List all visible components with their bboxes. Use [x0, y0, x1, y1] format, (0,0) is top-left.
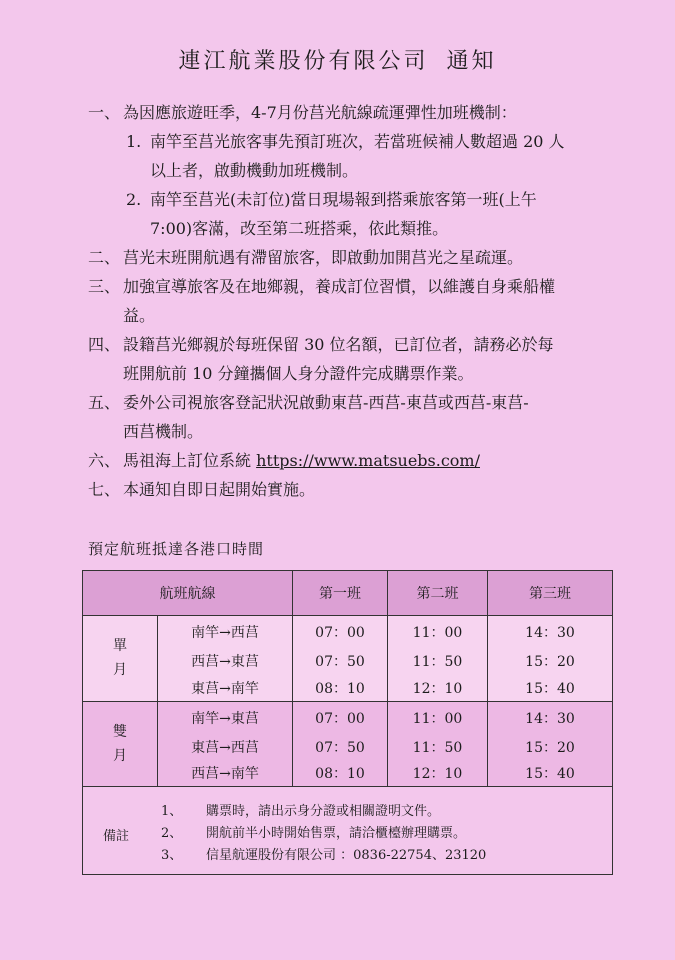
notice-item-3: 三、 加強宣導旅客及在地鄉親，養成訂位習慣，以維護自身乘船權 益。 — [88, 277, 556, 325]
notes-list — [161, 795, 612, 867]
table-row: 西莒→東莒 07：50 11：50 15：20 — [83, 648, 613, 674]
booking-link[interactable]: https://www.matsuebs.com/ — [256, 451, 480, 470]
table-row: 雙 月 南竿→東莒 07：00 11：00 14：30 — [83, 701, 613, 734]
table-header-row — [83, 571, 613, 616]
header-second: 第二班 — [388, 571, 488, 616]
notice-item-7: 七、 本通知自即日起開始實施。 — [88, 480, 316, 499]
table-row: 東莒→南竿 08：10 12：10 15：40 — [83, 674, 613, 701]
notes-label: 備註 — [103, 828, 130, 844]
page-title — [0, 44, 675, 75]
company-name: 連江航業股份有限公司 — [178, 49, 429, 74]
notes-row — [83, 787, 613, 875]
even-month-label: 雙 月 — [83, 701, 158, 787]
notice-item-5: 五、 委外公司視旅客登記狀況啟動東莒-西莒-東莒或西莒-東莒- 西莒機制。 — [88, 393, 529, 441]
table-row: 單 月 南竿→西莒 07：00 11：00 14：30 — [83, 616, 613, 649]
notice-word: 通知 — [446, 49, 497, 74]
notice-item-4: 四、 設籍莒光鄉親於每班保留 30 位名額，已訂位者，請務必於每 班開航前 10 分鐘攜個人身分證件完成購票作業。 — [88, 335, 554, 383]
header-route: 航班航線 — [83, 571, 293, 616]
note-item: 1、 購票時，請出示身分證或相關證明文件。 — [161, 803, 441, 819]
table-row: 西莒→南竿 08：10 12：10 15：40 — [83, 760, 613, 787]
header-first: 第一班 — [293, 571, 388, 616]
header-third: 第三班 — [488, 571, 613, 616]
subitem-2: 2. 南竿至莒光(未訂位)當日現場報到搭乘旅客第一班(上午 7:00)客滿，改至第二班搭乘，依此類推。 — [126, 190, 537, 238]
notice-item-2: 二、 莒光末班開航遇有滯留旅客，即啟動加開莒光之星疏運。 — [88, 248, 524, 267]
notice-list — [88, 98, 648, 504]
note-item: 2、 開航前半小時開始售票，請洽櫃檯辦理購票。 — [161, 825, 467, 841]
subitem-1: 1. 南竿至莒光旅客事先預訂班次，若當班候補人數超過 20 人 以上者，啟動機動加班機制。 — [126, 132, 565, 180]
schedule-table — [82, 570, 613, 875]
notice-item-6: 六、 馬祖海上訂位系統 https://www.matsuebs.com/ — [88, 451, 480, 470]
table-row: 東莒→西莒 07：50 11：50 15：20 — [83, 734, 613, 760]
odd-month-label: 單 月 — [83, 616, 158, 702]
schedule-title: 預定航班抵達各港口時間 — [88, 540, 265, 558]
notice-item-1: 一、 為因應旅遊旺季，4-7月份莒光航線疏運彈性加班機制： — [88, 103, 517, 122]
note-item: 3、 信星航運股份有限公司 ：0836-22754、23120 — [161, 847, 487, 863]
